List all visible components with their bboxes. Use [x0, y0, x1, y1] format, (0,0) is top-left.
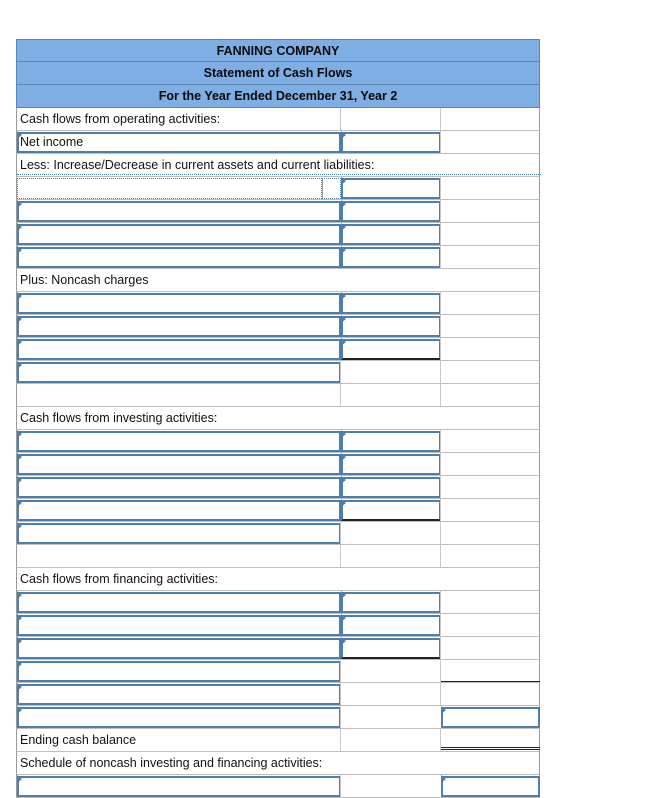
dropdown-marker-icon	[17, 614, 22, 622]
dropdown-marker-icon	[341, 591, 346, 599]
cash-flow-worksheet	[16, 39, 540, 798]
company-title: FANNING COMPANY	[16, 39, 540, 62]
investing-line-4	[16, 499, 540, 522]
operating-total-label-select[interactable]	[17, 362, 341, 383]
dropdown-marker-icon	[17, 683, 22, 691]
dropdown-marker-icon	[17, 637, 22, 645]
net-income-row	[16, 131, 540, 154]
noncash-item-select[interactable]	[17, 293, 341, 314]
dropdown-marker-icon	[17, 453, 22, 461]
schedule-heading: Schedule of noncash investing and financing activities:	[20, 756, 323, 770]
investing-heading-row	[16, 407, 540, 430]
noncash-amount-input[interactable]	[341, 293, 441, 314]
chevron-down-icon[interactable]	[322, 178, 341, 199]
dropdown-marker-icon	[341, 453, 346, 461]
less-changes-label: Less: Increase/Decrease in current assets and current liabilities:	[20, 158, 375, 172]
operating-line-3	[16, 223, 540, 246]
noncash-line-2	[16, 315, 540, 338]
plus-noncash-row	[16, 269, 540, 292]
operating-amount-input[interactable]	[341, 201, 441, 222]
financing-amount-input[interactable]	[341, 592, 441, 613]
investing-amount-input[interactable]	[341, 431, 441, 452]
period-title: For the Year Ended December 31, Year 2	[16, 85, 540, 108]
dropdown-marker-icon	[17, 338, 22, 346]
investing-amount-input[interactable]	[341, 500, 441, 521]
dropdown-marker-icon	[17, 591, 22, 599]
dropdown-marker-icon	[341, 499, 346, 507]
operating-item-select[interactable]	[17, 178, 322, 199]
net-income-amount-input[interactable]	[341, 132, 441, 153]
noncash-amount-input[interactable]	[341, 339, 441, 360]
blank-row	[16, 545, 540, 568]
financing-total-row	[16, 660, 540, 683]
operating-amount-input[interactable]	[341, 247, 441, 268]
dropdown-marker-icon	[17, 315, 22, 323]
investing-item-select[interactable]	[17, 431, 341, 452]
financing-item-select[interactable]	[17, 592, 341, 613]
dropdown-marker-icon	[341, 292, 346, 300]
operating-line-1	[16, 177, 540, 200]
statement-title: Statement of Cash Flows	[16, 62, 540, 85]
dropdown-marker-icon	[441, 706, 446, 714]
investing-amount-input[interactable]	[341, 454, 441, 475]
operating-amount-input[interactable]	[341, 224, 441, 245]
total-underline	[441, 681, 540, 682]
operating-total-row	[16, 361, 540, 384]
dropdown-marker-icon	[17, 223, 22, 231]
dropdown-marker-icon	[17, 499, 22, 507]
investing-total-label-select[interactable]	[17, 523, 341, 544]
financing-amount-input[interactable]	[341, 615, 441, 636]
financing-line-2	[16, 614, 540, 637]
dropdown-marker-icon	[17, 361, 22, 369]
noncash-item-select[interactable]	[17, 339, 341, 360]
investing-total-row	[16, 522, 540, 545]
operating-item-select[interactable]	[17, 224, 341, 245]
schedule-amount-input[interactable]	[441, 776, 540, 797]
schedule-line-1	[16, 775, 540, 798]
double-underline	[441, 749, 540, 750]
dropdown-marker-icon	[17, 476, 22, 484]
investing-line-2	[16, 453, 540, 476]
investing-item-select[interactable]	[17, 500, 341, 521]
dropdown-marker-icon	[441, 775, 446, 783]
dropdown-marker-icon	[17, 775, 22, 783]
financing-item-select[interactable]	[17, 615, 341, 636]
financing-total-label-select[interactable]	[17, 661, 341, 682]
dropdown-marker-icon	[17, 292, 22, 300]
less-changes-row	[16, 154, 540, 177]
double-underline	[441, 747, 540, 748]
financing-heading: Cash flows from financing activities:	[20, 572, 218, 586]
noncash-amount-input[interactable]	[341, 316, 441, 337]
dropdown-marker-icon	[17, 430, 22, 438]
operating-item-select[interactable]	[17, 247, 341, 268]
net-income-label: Net income	[20, 135, 84, 149]
operating-line-4	[16, 246, 540, 269]
investing-heading: Cash flows from investing activities:	[20, 411, 218, 425]
dropdown-marker-icon	[17, 660, 22, 668]
dropdown-marker-icon	[341, 246, 346, 254]
blank-row	[16, 384, 540, 407]
operating-amount-input[interactable]	[341, 178, 441, 199]
financing-heading-row	[16, 568, 540, 591]
schedule-item-select[interactable]	[17, 776, 341, 797]
operating-item-select[interactable]	[17, 201, 341, 222]
investing-amount-input[interactable]	[341, 477, 441, 498]
ending-cash-row	[16, 729, 540, 752]
dropdown-marker-icon	[17, 246, 22, 254]
investing-item-select[interactable]	[17, 454, 341, 475]
dropdown-marker-icon	[341, 476, 346, 484]
beginning-cash-row	[16, 706, 540, 729]
dropdown-marker-icon	[341, 223, 346, 231]
ending-cash-label: Ending cash balance	[20, 733, 137, 747]
dropdown-marker-icon	[17, 522, 22, 530]
financing-item-select[interactable]	[17, 638, 341, 659]
net-change-label-select[interactable]	[17, 684, 341, 705]
dropdown-marker-icon	[341, 637, 346, 645]
noncash-line-1	[16, 292, 540, 315]
financing-amount-input[interactable]	[341, 638, 441, 659]
investing-item-select[interactable]	[17, 477, 341, 498]
dropdown-marker-icon	[341, 430, 346, 438]
dropdown-marker-icon	[341, 315, 346, 323]
noncash-item-select[interactable]	[17, 316, 341, 337]
dropdown-marker-icon	[341, 131, 346, 139]
operating-heading: Cash flows from operating activities:	[20, 112, 221, 126]
financing-line-3	[16, 637, 540, 660]
net-change-row	[16, 683, 540, 706]
dropdown-marker-icon	[341, 614, 346, 622]
financing-line-1	[16, 591, 540, 614]
schedule-heading-row	[16, 752, 540, 775]
dropdown-marker-icon	[17, 200, 22, 208]
dropdown-marker-icon	[341, 338, 346, 346]
dropdown-marker-icon	[17, 131, 22, 139]
noncash-line-3	[16, 338, 540, 361]
dropdown-marker-icon	[341, 177, 346, 185]
dropdown-marker-icon	[341, 200, 346, 208]
plus-noncash-label: Plus: Noncash charges	[20, 273, 149, 287]
beginning-cash-label-select[interactable]	[17, 707, 341, 728]
operating-line-2	[16, 200, 540, 223]
operating-heading-row	[16, 108, 540, 131]
investing-line-1	[16, 430, 540, 453]
beginning-cash-amount-input[interactable]	[441, 707, 540, 728]
dropdown-marker-icon	[17, 706, 22, 714]
investing-line-3	[16, 476, 540, 499]
